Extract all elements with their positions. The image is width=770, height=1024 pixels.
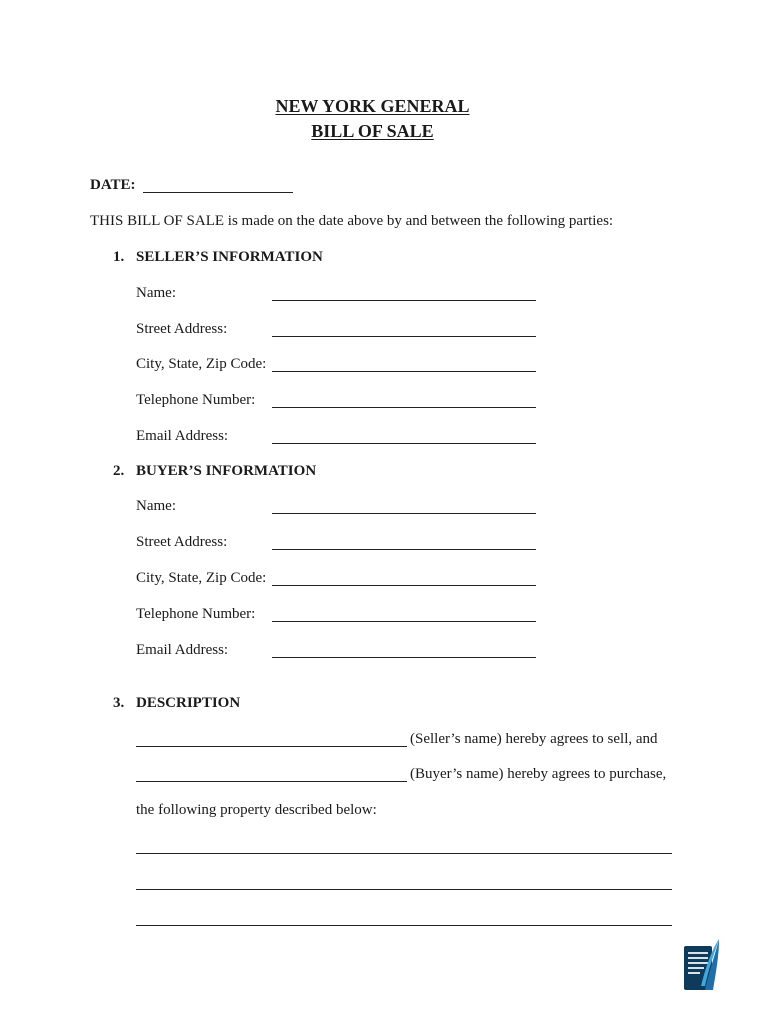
document-title-line-1: NEW YORK GENERAL xyxy=(275,96,470,116)
seller-section-number: 1. xyxy=(113,249,125,265)
buyer-city-line[interactable] xyxy=(272,585,536,586)
date-blank-line[interactable] xyxy=(143,192,293,193)
seller-street-label: Street Address: xyxy=(136,321,228,337)
seller-street-line[interactable] xyxy=(272,336,536,337)
property-description-intro: the following property described below: xyxy=(136,802,377,818)
buyer-section-heading: BUYER’S INFORMATION xyxy=(136,463,317,479)
buyer-telephone-line[interactable] xyxy=(272,621,536,622)
buyer-email-label: Email Address: xyxy=(136,642,229,658)
buyer-city-label: City, State, Zip Code: xyxy=(136,570,267,586)
buyer-street-line[interactable] xyxy=(272,549,536,550)
buyer-section-number: 2. xyxy=(113,463,125,479)
seller-telephone-line[interactable] xyxy=(272,407,536,408)
document-title-line-2: BILL OF SALE xyxy=(311,121,434,141)
seller-email-line[interactable] xyxy=(272,443,536,444)
buyer-street-label: Street Address: xyxy=(136,534,228,550)
seller-agree-clause: (Seller’s name) hereby agrees to sell, and xyxy=(410,731,658,747)
seller-section-heading: SELLER’S INFORMATION xyxy=(136,249,323,265)
document-quill-icon xyxy=(683,938,721,992)
buyer-name-blank-line[interactable] xyxy=(136,781,407,782)
buyer-telephone-label: Telephone Number: xyxy=(136,606,256,622)
buyer-name-label: Name: xyxy=(136,498,176,514)
seller-email-label: Email Address: xyxy=(136,428,229,444)
description-section-heading: DESCRIPTION xyxy=(136,695,241,711)
intro-paragraph: THIS BILL OF SALE is made on the date above by and between the following parties: xyxy=(90,213,614,229)
seller-city-label: City, State, Zip Code: xyxy=(136,356,267,372)
date-label: DATE: xyxy=(90,177,136,193)
seller-name-line[interactable] xyxy=(272,300,536,301)
property-description-line-2[interactable] xyxy=(136,889,672,890)
seller-telephone-label: Telephone Number: xyxy=(136,392,256,408)
seller-name-label: Name: xyxy=(136,285,176,301)
buyer-email-line[interactable] xyxy=(272,657,536,658)
property-description-line-1[interactable] xyxy=(136,853,672,854)
buyer-agree-clause: (Buyer’s name) hereby agrees to purchase, xyxy=(410,766,667,782)
seller-city-line[interactable] xyxy=(272,371,536,372)
property-description-line-3[interactable] xyxy=(136,925,672,926)
seller-name-blank-line[interactable] xyxy=(136,746,407,747)
buyer-name-line[interactable] xyxy=(272,513,536,514)
description-section-number: 3. xyxy=(113,695,125,711)
